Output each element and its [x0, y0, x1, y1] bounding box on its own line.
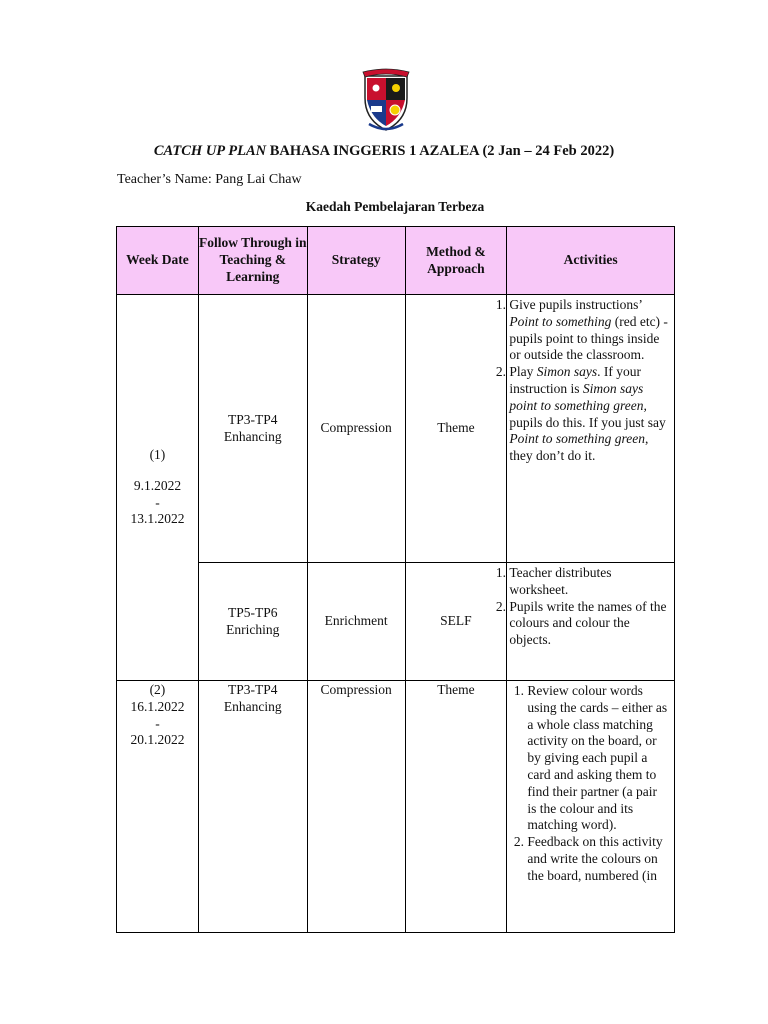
- method-cell: SELF: [405, 563, 507, 681]
- activities-cell: [507, 563, 675, 681]
- week-date-start: 16.1.2022: [130, 698, 185, 714]
- list-item: 2. Feedback on this activity and write the colours on the board, numbered (in: [527, 834, 668, 884]
- document-title: CATCH UP PLAN BAHASA INGGERIS 1 AZALEA (2 Jan – 24 Feb 2022): [153, 143, 615, 159]
- level-cell: [198, 295, 307, 563]
- header-strategy: Strategy: [307, 227, 405, 295]
- activities-list: [507, 295, 674, 467]
- week-2-cell: [117, 681, 199, 933]
- level-desc: Enriching: [226, 621, 280, 637]
- method-cell: Theme: [405, 295, 507, 563]
- week-number: (2): [149, 682, 166, 697]
- catch-up-plan-table: [116, 226, 675, 933]
- week-date-start: 9.1.2022: [133, 477, 182, 493]
- level-code: TP3-TP4: [228, 682, 278, 697]
- header-method: Method & Approach: [405, 227, 507, 295]
- week-date-dash: -: [155, 494, 160, 510]
- level-cell: [198, 681, 307, 933]
- activities-cell: [507, 295, 675, 563]
- table-row: [117, 681, 675, 933]
- table-row: [117, 295, 675, 563]
- level-cell: [198, 563, 307, 681]
- list-item: 1. Give pupils instructions’ Point to something (red etc) - pupils point to things inside or outside the classroom.: [509, 297, 668, 364]
- list-item: 1. Teacher distributes worksheet.: [509, 565, 668, 599]
- level-desc: Enhancing: [223, 698, 282, 714]
- table-row: [117, 563, 675, 681]
- method-cell: Theme: [405, 681, 507, 933]
- activities-cell: [507, 681, 675, 933]
- level-code: TP3-TP4: [228, 411, 278, 427]
- teacher-name: Teacher’s Name: Pang Lai Chaw: [117, 172, 302, 187]
- week-date-end: 20.1.2022: [130, 732, 185, 748]
- table-header-row: [117, 227, 675, 295]
- week-date-end: 13.1.2022: [130, 511, 185, 527]
- activities-list: [507, 681, 674, 887]
- strategy-cell: Compression: [307, 295, 405, 563]
- list-item: 1. Review colour words using the cards – either as a whole class matching activity on the board, or by giving each pupil a card and asking them to find their partner (a pair is the colour and its matching word).: [527, 683, 668, 834]
- school-crest-logo: [361, 68, 411, 132]
- header-follow-through: Follow Through in Teaching & Learning: [198, 227, 307, 295]
- strategy-cell: Compression: [307, 681, 405, 933]
- activities-list: [507, 563, 674, 651]
- level-desc: Enhancing: [223, 428, 282, 444]
- week-number: (1): [149, 446, 166, 462]
- table-subtitle: Kaedah Pembelajaran Terbeza: [305, 199, 485, 214]
- list-item: 2. Pupils write the names of the colours and colour the objects.: [509, 599, 668, 649]
- header-week-date: Week Date: [117, 227, 199, 295]
- strategy-cell: Enrichment: [307, 563, 405, 681]
- week-1-cell: [117, 295, 199, 681]
- list-item: 2. Play Simon says. If your instruction is Simon says point to something green, pupils do this. If you just say Point to something green, they don’t do it.: [509, 364, 668, 465]
- header-activities: Activities: [507, 227, 675, 295]
- level-code: TP5-TP6: [228, 604, 278, 620]
- week-date-dash: -: [155, 715, 160, 731]
